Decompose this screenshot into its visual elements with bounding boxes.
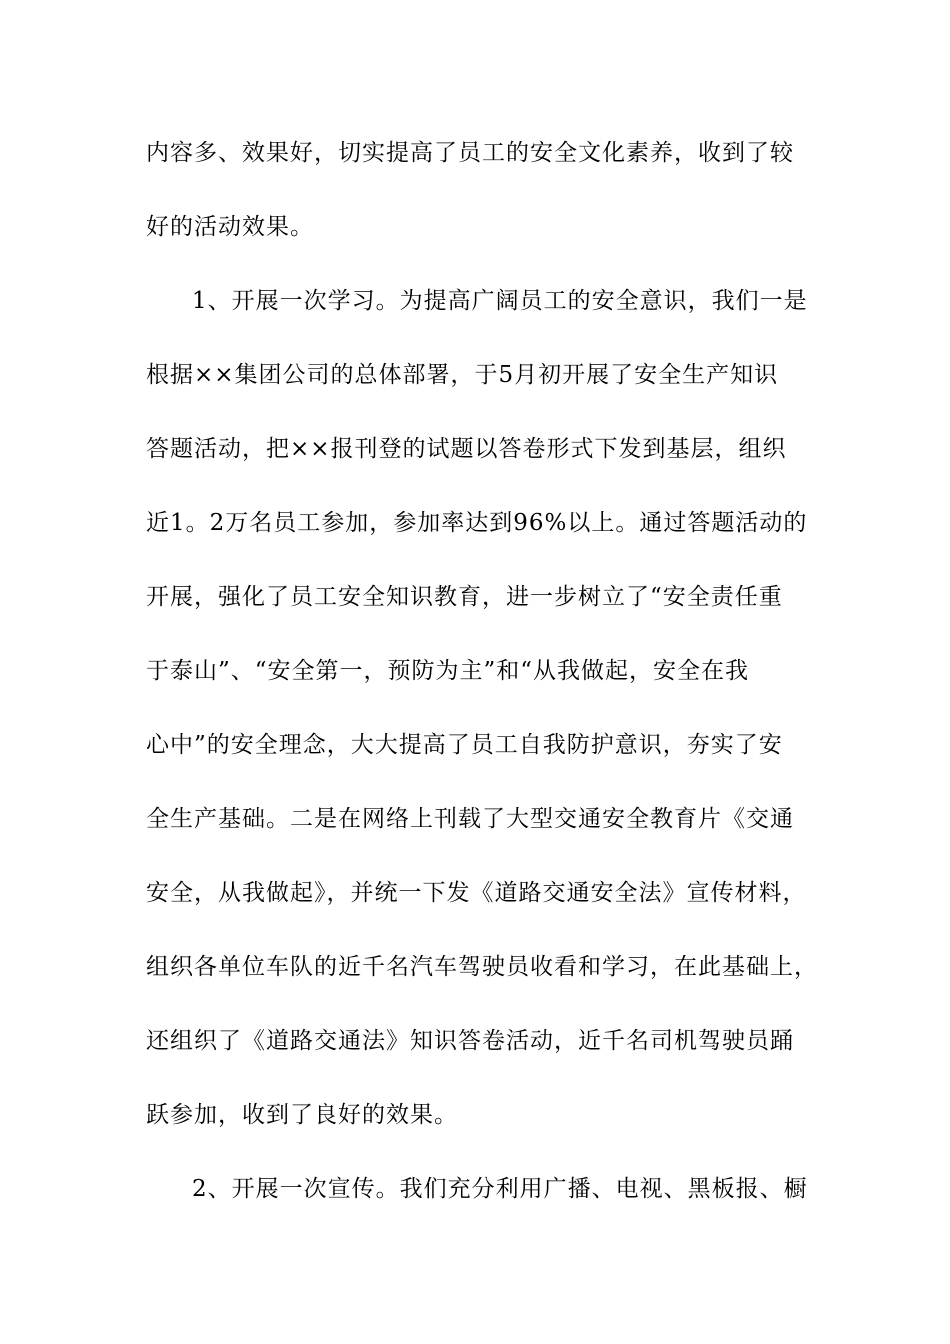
text-line: 全生产基础。二是在网络上刊载了大型交通安全教育片《交通 — [146, 806, 794, 832]
text-line: 组织各单位车队的近千名汽车驾驶员收看和学习，在此基础上， — [146, 954, 818, 980]
text-line: 心中”的安全理念，大大提高了员工自我防护意识，夯实了安 — [146, 732, 783, 758]
text-line: 内容多、效果好，切实提高了员工的安全文化素养，收到了较 — [146, 140, 794, 166]
text-line: 好的活动效果。 — [146, 214, 314, 240]
text-line: 于泰山”、“安全第一，预防为主”和“从我做起，安全在我 — [146, 658, 750, 684]
body-text — [146, 128, 818, 1238]
text-line: 安全，从我做起》，并统一下发《道路交通安全法》宣传材料， — [146, 880, 807, 906]
text-line: 近1。2万名员工参加，参加率达到96%以上。通过答题活动的 — [146, 510, 808, 536]
text-line: 开展，强化了员工安全知识教育，进一步树立了“安全责任重 — [146, 584, 783, 610]
text-line: 跃参加，收到了良好的效果。 — [146, 1102, 458, 1128]
paragraph-start-line: 2、开展一次宣传。我们充分利用广播、电视、黑板报、橱 — [192, 1176, 808, 1202]
text-line: 根据××集团公司的总体部署，于5月初开展了安全生产知识 — [146, 362, 779, 388]
text-line: 还组织了《道路交通法》知识答卷活动，近千名司机驾驶员踊 — [146, 1028, 794, 1054]
text-line: 答题活动，把××报刊登的试题以答卷形式下发到基层，组织 — [146, 436, 787, 462]
paragraph-start-line: 1、开展一次学习。为提高广阔员工的安全意识，我们一是 — [192, 288, 808, 314]
